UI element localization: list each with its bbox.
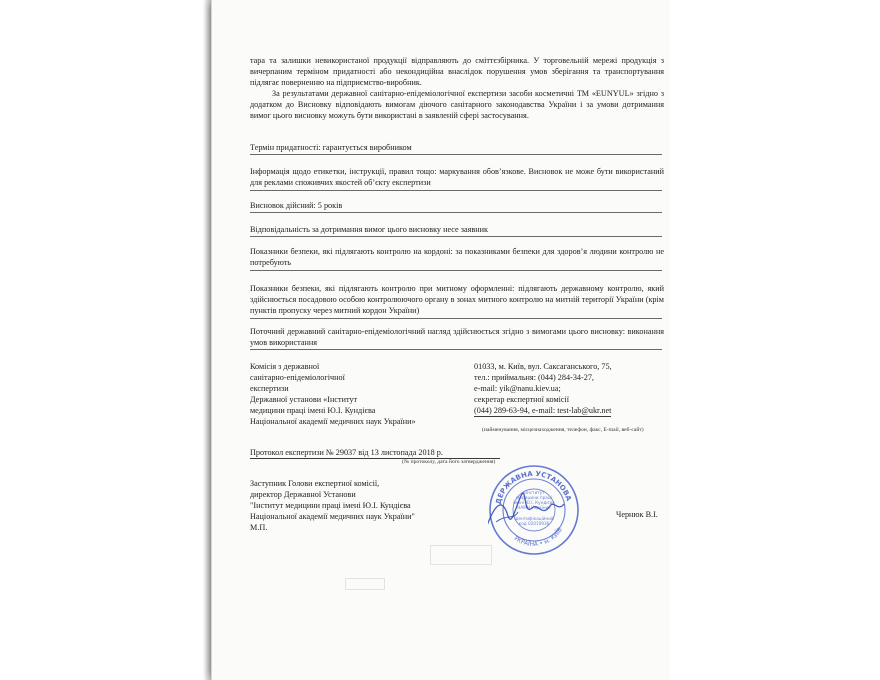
responsibility: Відповідальність за дотримання вимог цього висновку несе заявник — [250, 225, 488, 234]
svg-text:імені Ю.І. Кундієва: імені Ю.І. Кундієва — [513, 500, 555, 505]
scan-artifact — [430, 545, 492, 565]
contact-phone: тел.: приймальня: (044) 284-34-27, — [474, 373, 594, 382]
separator — [250, 318, 662, 319]
signatory — [250, 478, 415, 533]
commission-line: Державної установи «Інститут — [250, 395, 358, 404]
separator — [250, 154, 662, 155]
signatory-line: "Інститут медицини праці імені Ю.І. Кундієва — [250, 501, 411, 510]
commission-line: експертизи — [250, 384, 289, 393]
signatory-line: директор Державної Установи — [250, 490, 356, 499]
commission-line: Комісія з державної — [250, 362, 320, 371]
contact-email: e-mail: yik@nanu.kiev.ua; — [474, 384, 561, 393]
label-info: Інформація щодо етикетки, інструкції, правил тощо: маркування обов’язкове. Висновок не може бути використаний для реклами споживчих якостей об’єкту експертизи — [250, 167, 664, 187]
contact-secretary: секретар експертної комісії — [474, 395, 570, 404]
page-edge-shadow — [203, 0, 211, 680]
commission-line: Національної академії медичних наук України» — [250, 417, 416, 426]
separator — [250, 212, 662, 213]
commission-line: медицини праці імені Ю.І. Кундієва — [250, 406, 376, 415]
contacts-caption: (найменування, місцезнаходження, телефон, факс, E-mail, веб-сайт) — [482, 427, 644, 433]
commission-contacts — [474, 361, 612, 417]
protocol: Протокол експертизи № 29037 від 13 листопада 2018 р. — [250, 447, 500, 459]
svg-text:Ідентифікаційний: Ідентифікаційний — [514, 516, 554, 521]
customs-control: Показники безпеки, які підлягають контролю при митному оформленні: підлягають державному контролю, який здійснюється посадовою особою контролюючого органу в зонах митного контролю на митній території України (крім пунктів пропуску через митний кордон України) — [250, 284, 664, 315]
stamp-place-mark: М.П. — [250, 523, 268, 532]
protocol-caption: (№ протоколу, дата його затвердження) — [402, 459, 496, 465]
svg-text:УКРАЇНА • м. КИЇВ: УКРАЇНА • м. КИЇВ — [512, 526, 564, 549]
separator — [250, 190, 662, 191]
svg-text:код 02010936: код 02010936 — [518, 521, 550, 526]
contact-address: 01033, м. Київ, вул. Саксаганського, 75, — [474, 362, 612, 371]
svg-text:ДЕРЖАВНА УСТАНОВА: ДЕРЖАВНА УСТАНОВА — [494, 469, 573, 506]
paragraph-disposal: тара та залишки невикористаної продукції відправляють до сміттєзбірника. У торговельній мережі продукція з вичерпаним терміном придатності або некондиційна внаслідок порушення умов зберігання та транспортування підлягає поверненню на підприємство-виробник. — [250, 56, 664, 87]
svg-text:НАМН України»: НАМН України» — [517, 505, 551, 510]
separator — [250, 349, 662, 350]
paragraph-conclusion: За результатами державної санітарно-епідеміологічної експертизи засоби косметичні ТМ «EUNYUL» згідно з додатком до Висновку відповідають вимогам діючого санітарного законодавства України і за умови дотримання вимог цього висновку можуть бути використані в заявленій сфері застосування. — [250, 89, 664, 120]
separator — [250, 236, 662, 237]
official-seal-icon — [488, 464, 580, 556]
shelf-life: Термін придатності: гарантується виробником — [250, 143, 412, 152]
separator — [250, 270, 662, 271]
signatory-line: Заступник Голови експертної комісії, — [250, 479, 380, 488]
svg-text:«Інститут: «Інститут — [523, 490, 545, 495]
signatory-line: Національної академії медичних наук України" — [250, 512, 415, 521]
border-control: Показники безпеки, які підлягають контролю на кордоні: за показниками безпеки для здоров’я людини контролю не потребують — [250, 247, 664, 267]
svg-text:медицини праці: медицини праці — [516, 495, 552, 500]
validity: Висновок дійсний: 5 років — [250, 201, 343, 210]
scan-artifact — [345, 578, 385, 590]
contact-secretary-phone: (044) 289-63-94, e-mail: test-lab@ukr.net — [474, 406, 612, 415]
commission-line: санітарно-епідеміологічної — [250, 373, 345, 382]
commission-name — [250, 361, 416, 427]
signer-name: Чернюк В.І. — [616, 510, 658, 519]
supervision: Поточний державний санітарно-епідеміологічний нагляд здійснюється згідно з вимогами цього висновку: виконання умов використання — [250, 327, 664, 347]
